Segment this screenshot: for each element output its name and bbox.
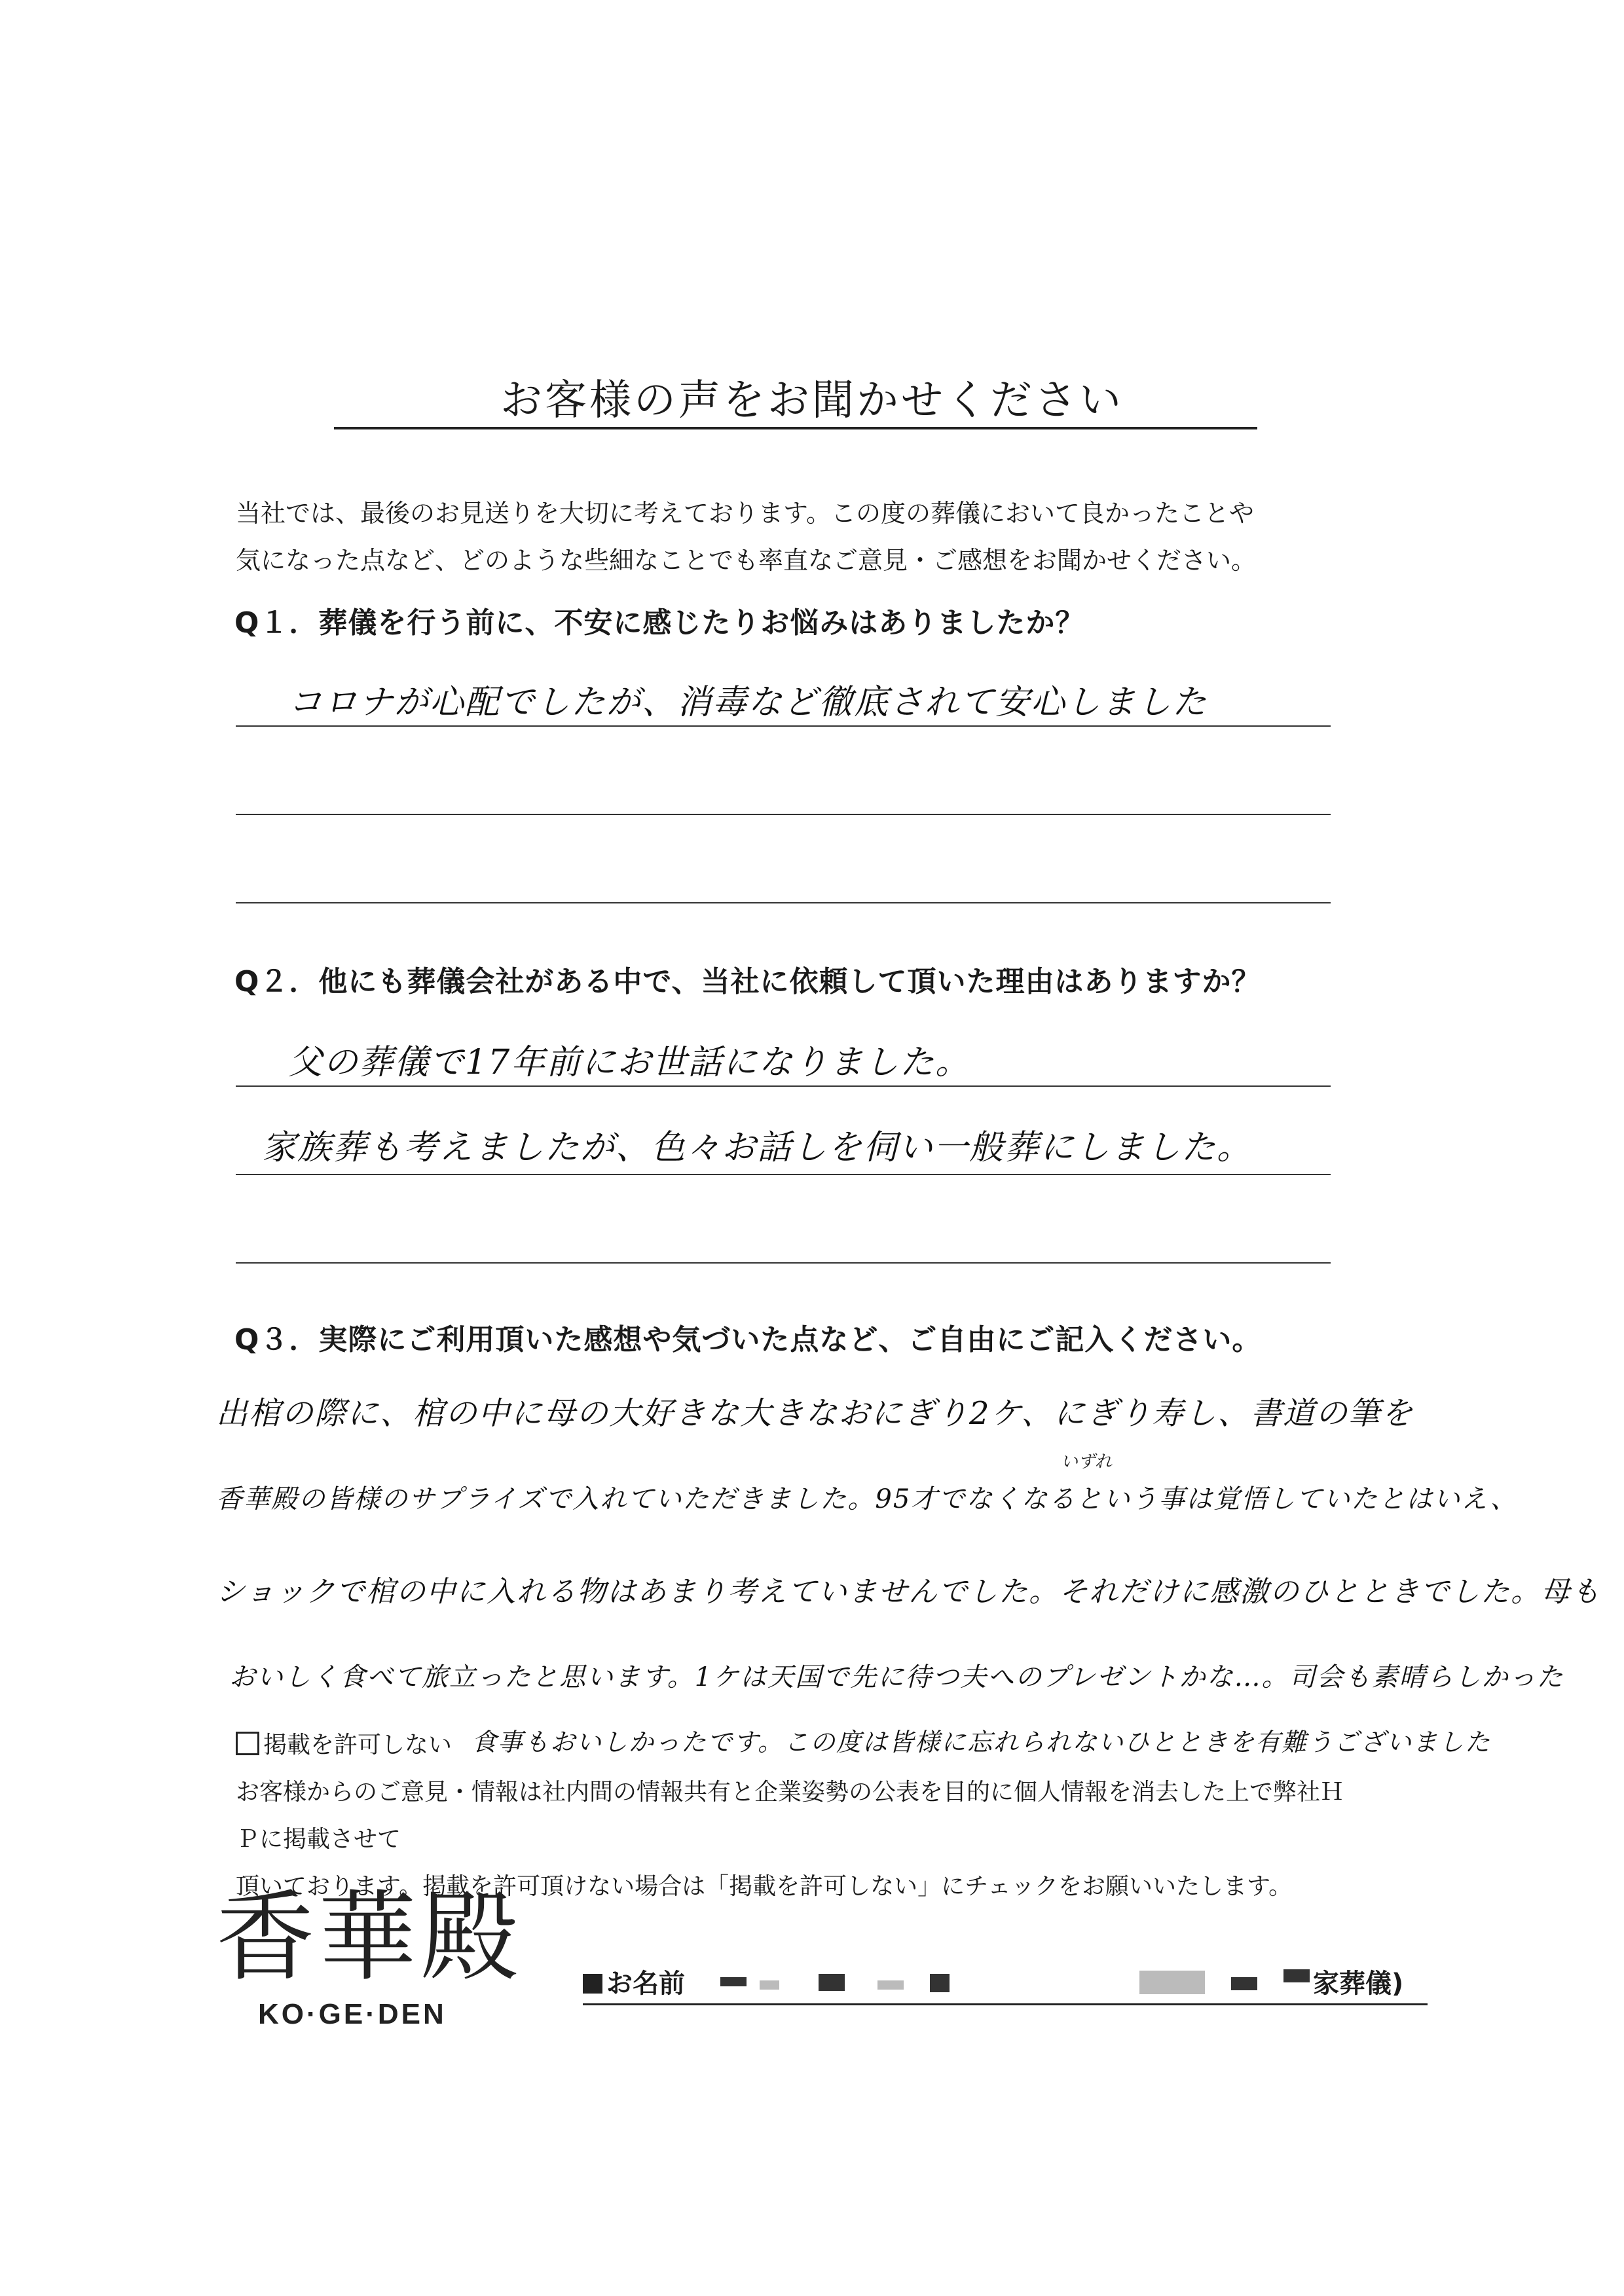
intro-line-2: 気になった点など、どのような些細なことでも率直なご意見・ご感想をお聞かせください。 bbox=[236, 546, 1257, 575]
name-suffix: 家葬儀) bbox=[1313, 1969, 1404, 1999]
q2-answer-line-1[interactable]: 父の葬儀で17年前にお世話になりました。 bbox=[288, 1043, 971, 1082]
logo-romaji: KO·GE·DEN bbox=[258, 1998, 447, 2030]
q3-answer-line-4[interactable]: おいしく食べて旅立ったと思います。1ケは天国で先に待つ夫へのプレゼントかな…。司会も素晴らしかった bbox=[229, 1662, 1564, 1692]
consent-checkbox-row[interactable] bbox=[236, 1722, 1362, 1769]
question-2: Q２．他にも葬儀会社がある中で、当社に依頼して頂いた理由はありますか？ bbox=[234, 965, 1261, 998]
consent-note-1: お客様からのご意見・情報は社内間の情報共有と企業姿勢の公表を目的に個人情報を消去した上で弊社ＨＰに掲載させて bbox=[236, 1779, 1344, 1853]
q2-answer-rule-1 bbox=[236, 1085, 1331, 1087]
logo-kanji: 香華殿 bbox=[216, 1881, 523, 1995]
q3-answer-line-2[interactable]: 香華殿の皆様のサプライズで入れていただきました。95才でなくなるという事は覚悟していたとはいえ、 bbox=[216, 1484, 1518, 1514]
q3-answer-line-5[interactable]: 食事もおいしかったです。この度は皆様に忘れられないひとときを有難うございました bbox=[471, 1728, 1491, 1757]
redaction-mark bbox=[760, 1980, 779, 1990]
name-underline bbox=[583, 2003, 1428, 2005]
consent-checkbox-label: 掲載を許可しない bbox=[263, 1732, 452, 1758]
q3-answer-line-3[interactable]: ショックで棺の中に入れる物はあまり考えていませんでした。それだけに感激のひとときでした。母も bbox=[216, 1575, 1602, 1609]
q1-answer-rule-3 bbox=[236, 902, 1331, 903]
redaction-mark bbox=[877, 1980, 904, 1990]
intro-line-1: 当社では、最後のお見送りを大切に考えております。この度の葬儀において良かったことや bbox=[236, 499, 1254, 528]
consent-note-2: 頂いております。掲載を許可頂けない場合は「掲載を許可しない」にチェックをお願いいたします。 bbox=[236, 1873, 1293, 1900]
q3-furigana: いずれ bbox=[1061, 1452, 1113, 1472]
redaction-mark bbox=[720, 1977, 747, 1986]
intro-text bbox=[236, 490, 1349, 584]
company-logo bbox=[216, 1881, 523, 2031]
redaction-mark bbox=[819, 1974, 845, 1991]
q2-answer-line-2[interactable]: 家族葬も考えましたが、色々お話しを伺い一般葬にしました。 bbox=[262, 1128, 1253, 1167]
question-1: Q１．葬儀を行う前に、不安に感じたりお悩みはありましたか？ bbox=[234, 606, 1085, 640]
name-field[interactable] bbox=[583, 1963, 685, 2000]
q1-answer-line-1[interactable]: コロナが心配でしたが、消毒など徹底されて安心しました bbox=[288, 683, 1208, 722]
redaction-mark bbox=[1139, 1971, 1205, 1994]
title-underline bbox=[334, 427, 1257, 429]
q2-answer-rule-3 bbox=[236, 1262, 1331, 1264]
redaction-mark bbox=[1231, 1977, 1257, 1990]
question-3: Q３．実際にご利用頂いた感想や気づいた点など、ご自由にご記入ください。 bbox=[234, 1323, 1262, 1357]
consent-checkbox[interactable] bbox=[236, 1732, 259, 1755]
redaction-mark bbox=[1283, 1969, 1310, 1982]
q1-answer-rule-2 bbox=[236, 814, 1331, 815]
redaction-mark bbox=[930, 1974, 950, 1992]
q1-answer-rule-1 bbox=[236, 725, 1331, 727]
name-label: お名前 bbox=[606, 1969, 685, 1999]
page-title: お客様の声をお聞かせください bbox=[500, 376, 1124, 425]
name-bullet-icon bbox=[583, 1974, 602, 1994]
q2-answer-rule-2 bbox=[236, 1174, 1331, 1175]
q3-answer-line-1[interactable]: 出棺の際に、棺の中に母の大好きな大きなおにぎり2ケ、にぎり寿し、書道の筆を bbox=[216, 1395, 1414, 1432]
